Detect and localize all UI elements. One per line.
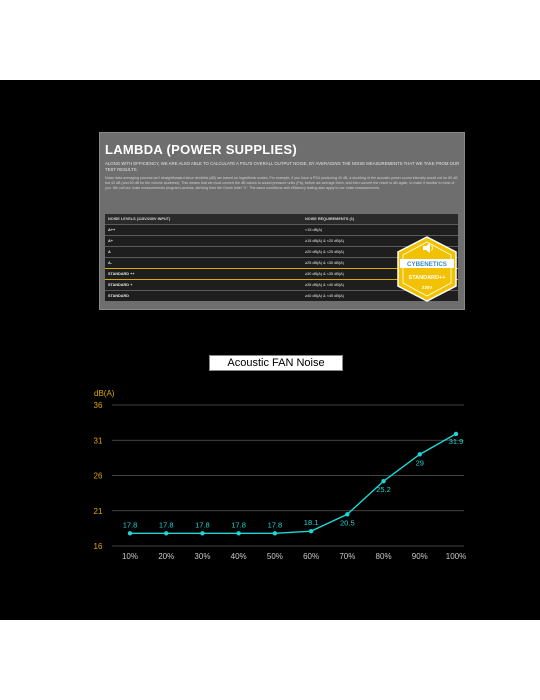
noise-level-cell: A- bbox=[105, 257, 302, 268]
noise-level-cell: STANDARD bbox=[105, 290, 302, 301]
panel-title: LAMBDA (POWER SUPPLIES) bbox=[105, 142, 298, 157]
data-point bbox=[418, 452, 422, 456]
chart-title: Acoustic FAN Noise (@1M) bbox=[209, 355, 343, 371]
table-header-noise-levels: NOISE LEVELS (115V/230V INPUT) bbox=[105, 214, 302, 224]
data-point bbox=[273, 531, 277, 535]
data-point bbox=[309, 529, 313, 533]
x-tick-label: 100% bbox=[445, 552, 467, 561]
data-point bbox=[128, 531, 132, 535]
table-header-noise-requirements: NOISE REQUIREMENTS (1) bbox=[302, 214, 458, 224]
x-tick-label: 40% bbox=[230, 552, 247, 561]
data-point bbox=[381, 479, 385, 483]
screenshot-frame bbox=[0, 80, 540, 620]
noise-requirement-cell: ≥25 dB(A) & <30 dB(A) bbox=[302, 257, 458, 268]
chart-series bbox=[128, 432, 458, 536]
data-label: 17.8 bbox=[267, 520, 283, 530]
data-point bbox=[454, 432, 458, 436]
data-label: 17.8 bbox=[231, 520, 246, 530]
panel-intro-text: ALONG WITH EFFICIENCY, WE ARE ALSO ABLE TO CALCULATE A PSU'S OVERALL OUTPUT NOISE, BY AVERAGING THE NOISE MEASUREMENTS THAT WE TAKE FROM OUR TEST RESULTS. bbox=[105, 161, 460, 172]
noise-requirement-cell: ≥15 dB(A) & <20 dB(A) bbox=[302, 235, 458, 246]
x-tick-label: 70% bbox=[339, 552, 356, 561]
y-tick-label: 26 bbox=[93, 471, 103, 481]
cybenetics-badge bbox=[396, 236, 458, 302]
data-point bbox=[200, 531, 204, 535]
badge-voltage: 230V bbox=[421, 285, 433, 290]
x-tick-label: 90% bbox=[411, 552, 428, 561]
data-label: 31.9 bbox=[448, 436, 464, 446]
noise-line-chart bbox=[0, 378, 540, 578]
noise-requirement-cell: ≥40 dB(A) & <45 dB(A) bbox=[302, 290, 458, 301]
table-row bbox=[105, 224, 458, 235]
y-tick-label: 21 bbox=[93, 506, 103, 516]
data-point bbox=[164, 531, 168, 535]
noise-level-cell: A++ bbox=[105, 224, 302, 235]
data-point bbox=[236, 531, 240, 535]
noise-level-cell: A bbox=[105, 246, 302, 257]
noise-requirement-cell: ≥30 dB(A) & <35 dB(A) bbox=[302, 268, 458, 279]
y-tick-label: 16 bbox=[93, 542, 103, 551]
data-label: 17.8 bbox=[122, 520, 138, 530]
noise-requirement-cell: <15 dB(A) bbox=[302, 224, 458, 235]
y-axis-ticks bbox=[94, 401, 103, 551]
noise-level-cell: STANDARD ++ bbox=[105, 268, 302, 279]
y-tick-label: 31 bbox=[93, 436, 103, 446]
noise-level-cell: STANDARD + bbox=[105, 279, 302, 290]
x-tick-label: 80% bbox=[375, 552, 392, 561]
noise-level-cell: A+ bbox=[105, 235, 302, 246]
x-tick-label: 20% bbox=[158, 552, 175, 561]
data-label: 29 bbox=[415, 458, 424, 468]
data-label: 17.8 bbox=[158, 520, 174, 530]
x-tick-label: 30% bbox=[194, 552, 211, 561]
data-label: 20.5 bbox=[340, 518, 355, 528]
series-line bbox=[130, 434, 456, 533]
x-tick-label: 10% bbox=[121, 552, 139, 561]
data-label: 17.8 bbox=[195, 520, 210, 530]
data-point bbox=[345, 512, 349, 516]
data-labels bbox=[123, 437, 464, 529]
badge-brand: CYBENETICS bbox=[407, 261, 447, 268]
panel-body-text: Noise data averaging process isn't straightforward since decibels (dB) are based on logarithmic scales. For example, if you have a PSU producing 40 dB, a doubling of the acoustic power sound intensity would not be 80 dB but 43 dB (and 50 dB for the volume loudness). This means that we must convert the dB values to sound pressure units (Pa), before we average them, and then convert the result to dB again, to make it familiar to most of you. We call our noise measurements program Lambda, deriving from the Greek letter "λ". The same conditions with efficiency testing also apply to our noise measurements. bbox=[105, 176, 458, 190]
table-header-row bbox=[105, 214, 458, 224]
data-label: 25.2 bbox=[376, 485, 391, 495]
x-tick-label: 50% bbox=[266, 552, 283, 561]
noise-requirement-cell: ≥20 dB(A) & <25 dB(A) bbox=[302, 246, 458, 257]
noise-requirement-cell: ≥35 dB(A) & <40 dB(A) bbox=[302, 279, 458, 290]
lambda-info-panel bbox=[99, 132, 465, 310]
y-axis-label: dB(A) bbox=[94, 389, 115, 398]
x-axis-ticks bbox=[122, 552, 466, 561]
y-tick-label: 36 bbox=[93, 401, 103, 410]
data-label: 18.1 bbox=[303, 518, 319, 528]
badge-rating: STANDARD++ bbox=[408, 275, 446, 281]
x-tick-label: 60% bbox=[303, 552, 320, 561]
